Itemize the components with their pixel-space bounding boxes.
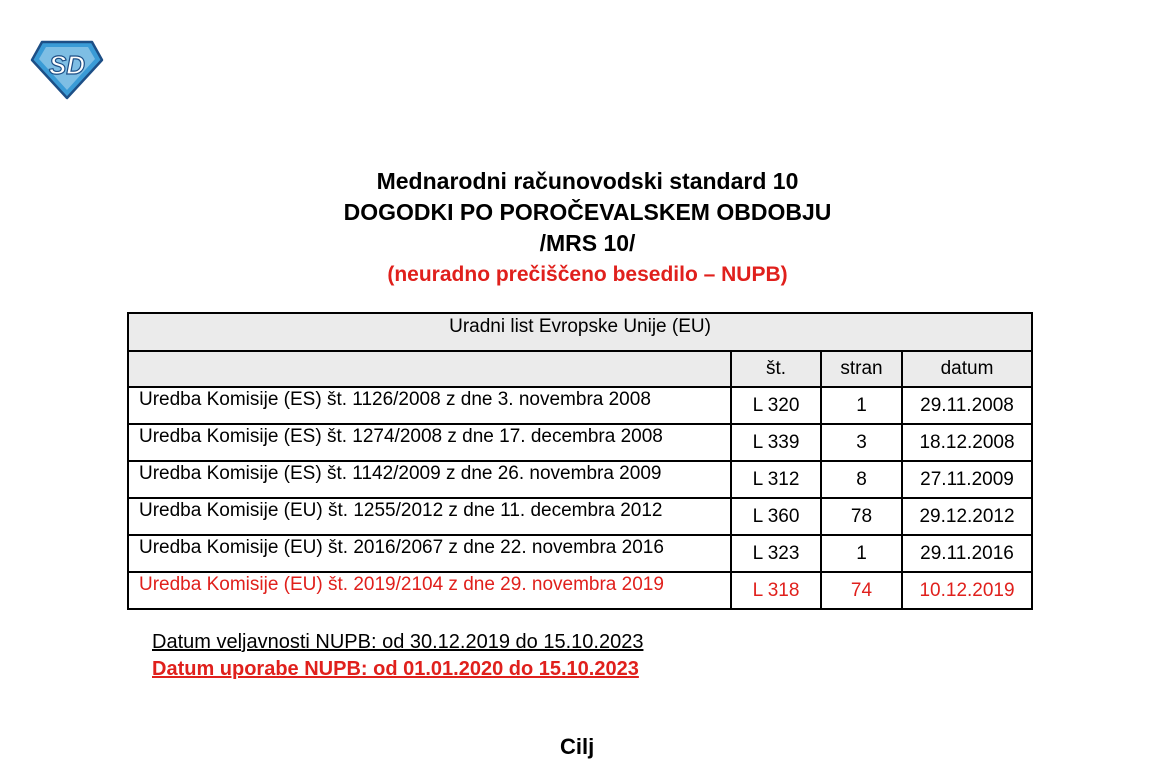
page-cell: 1 [821, 387, 902, 424]
regulation-cell: Uredba Komisije (ES) št. 1126/2008 z dne 3. novembra 2008 [128, 387, 731, 424]
table-row-latest [128, 572, 1032, 609]
regulation-cell: Uredba Komisije (EU) št. 2019/2104 z dne 29. novembra 2019 [128, 572, 731, 609]
usage-date: Datum uporabe NUPB: od 01.01.2020 do 15.10.2023 [152, 658, 639, 680]
sd-diamond-logo-icon [30, 40, 104, 100]
table-row [128, 387, 1032, 424]
page-cell: 74 [821, 572, 902, 609]
number-cell: L 312 [731, 461, 821, 498]
date-cell: 29.11.2008 [902, 387, 1032, 424]
official-journal-table [127, 312, 1033, 610]
number-cell: L 320 [731, 387, 821, 424]
document-title-block [0, 166, 1157, 290]
page-cell: 8 [821, 461, 902, 498]
regulation-cell: Uredba Komisije (EU) št. 1255/2012 z dne 11. decembra 2012 [128, 498, 731, 535]
number-cell: L 339 [731, 424, 821, 461]
date-cell: 10.12.2019 [902, 572, 1032, 609]
table-caption: Uradni list Evropske Unije (EU) [128, 313, 1032, 351]
page-cell: 1 [821, 535, 902, 572]
number-cell: L 318 [731, 572, 821, 609]
number-cell: L 323 [731, 535, 821, 572]
logo-text: SD [48, 50, 86, 80]
title-line-2: DOGODKI PO POROČEVALSKEM OBDOBJU [343, 199, 832, 225]
title-line-3: /MRS 10/ [539, 230, 636, 256]
validity-dates [152, 629, 643, 683]
date-cell: 29.12.2012 [902, 498, 1032, 535]
date-cell: 29.11.2016 [902, 535, 1032, 572]
title-line-1: Mednarodni računovodski standard 10 [376, 168, 799, 194]
regulation-cell: Uredba Komisije (ES) št. 1142/2009 z dne 26. novembra 2009 [128, 461, 731, 498]
page-cell: 3 [821, 424, 902, 461]
sd-logo [30, 40, 104, 100]
table-caption-row [128, 313, 1032, 351]
subtitle: (neuradno prečiščeno besedilo – NUPB) [387, 263, 788, 286]
section-heading-cut: Cilj [560, 734, 595, 759]
column-header-date: datum [902, 351, 1032, 387]
table-row [128, 535, 1032, 572]
date-cell: 18.12.2008 [902, 424, 1032, 461]
table-header-row [128, 351, 1032, 387]
column-header-number: št. [731, 351, 821, 387]
column-header-page: stran [821, 351, 902, 387]
regulation-cell: Uredba Komisije (ES) št. 1274/2008 z dne 17. decembra 2008 [128, 424, 731, 461]
table-row [128, 424, 1032, 461]
regulation-cell: Uredba Komisije (EU) št. 2016/2067 z dne 22. novembra 2016 [128, 535, 731, 572]
validity-date: Datum veljavnosti NUPB: od 30.12.2019 do 15.10.2023 [152, 631, 644, 653]
table-row [128, 498, 1032, 535]
page-cell: 78 [821, 498, 902, 535]
number-cell: L 360 [731, 498, 821, 535]
date-cell: 27.11.2009 [902, 461, 1032, 498]
column-header-regulation [128, 351, 731, 387]
table-row [128, 461, 1032, 498]
